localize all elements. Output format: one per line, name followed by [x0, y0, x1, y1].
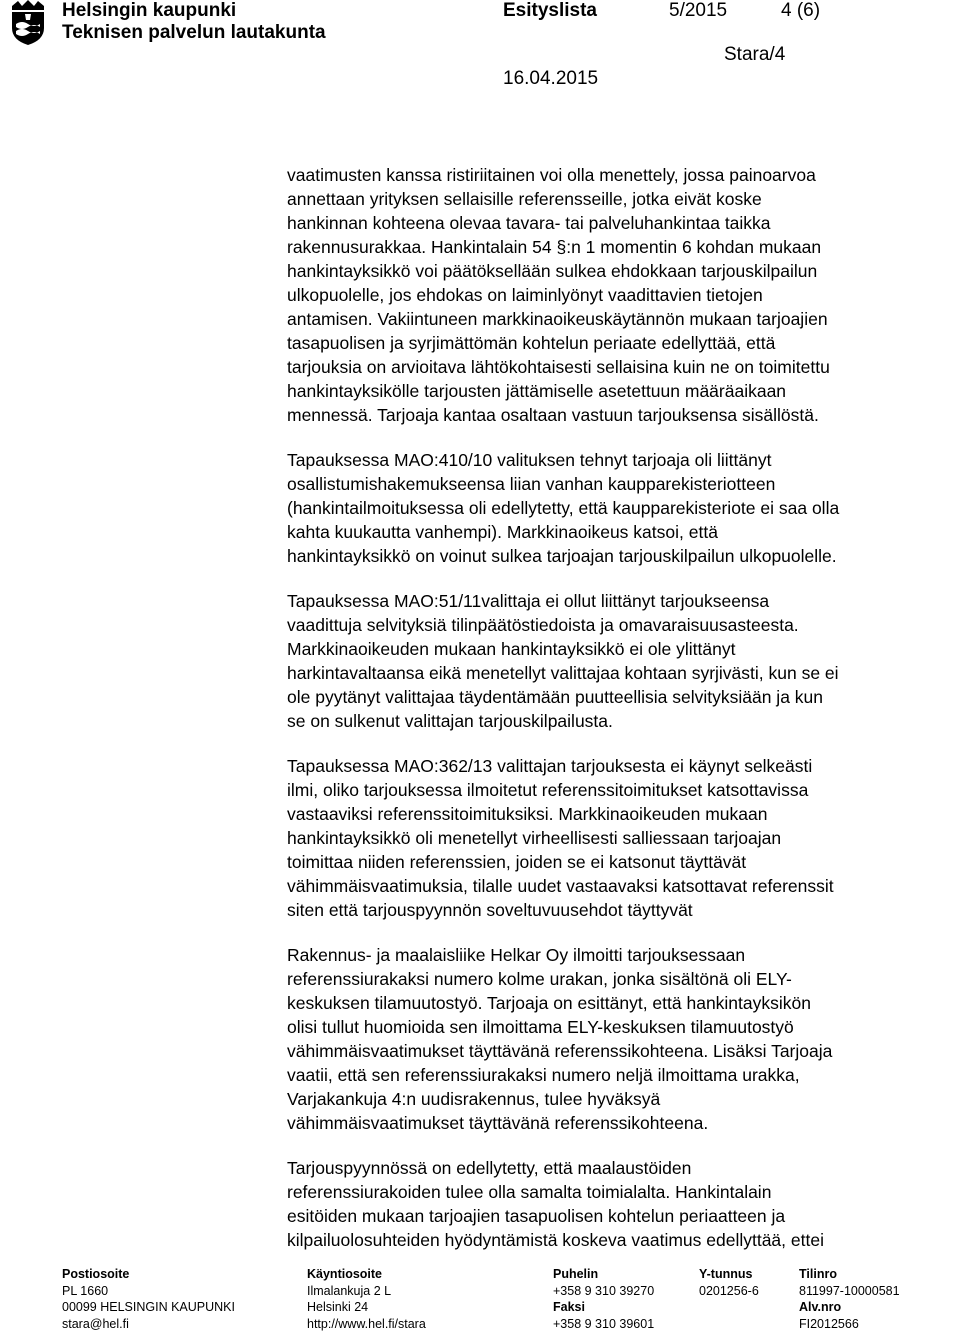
text-line: Tapauksessa MAO:362/13 valittajan tarjouksesta ei käynyt selkeästi: [287, 756, 813, 776]
footer-column-postal-address: [62, 1266, 235, 1332]
paragraph: [287, 1156, 947, 1252]
paragraph: [287, 163, 947, 427]
organization-name: Helsingin kaupunki: [62, 0, 237, 21]
text-line: Tapauksessa MAO:410/10 valituksen tehnyt tarjoaja oli liittänyt: [287, 450, 772, 470]
text-line: vaadittuja selvityksiä tilinpäätöstiedoista ja omavaraisuusasteesta.: [287, 615, 799, 635]
section-code: Stara/4: [724, 44, 786, 65]
text-line: annettaan yrityksen sellaisille referensseille, jotka eivät koske: [287, 189, 762, 209]
text-line: hankintayksikkö on voinut sulkea tarjoajan tarjouskilpailun ulkopuolelle.: [287, 546, 837, 566]
text-line: ulkopuolelle, jos ehdokas on laiminlyönyt vaadittavien tietojen: [287, 285, 763, 305]
text-line: keskuksen tilamuutostyö. Tarjoaja on esittänyt, että hankintayksikön: [287, 993, 811, 1013]
text-line: mennessä. Tarjoaja kantaa osaltaan vastuun tarjouksensa sisällöstä.: [287, 405, 819, 425]
helsinki-crest-icon: [8, 0, 48, 46]
footer: [0, 1266, 960, 1332]
text-line: se on sulkenut valittajan tarjouskilpailusta.: [287, 711, 613, 731]
text-line: kilpailuolosuhteiden hyödyntämistä koskeva vaatimus edellyttää, ettei: [287, 1230, 824, 1250]
footer-column-business-id: [699, 1266, 759, 1299]
text-line: vähimmäisvaatimuksia, tilalle uudet vastaavaksi katsottavat referenssit: [287, 876, 834, 896]
document-type: Esityslista: [503, 0, 597, 21]
text-line: referenssiurakaksi numero kolme urakan, jonka sisältönä oli ELY-: [287, 969, 792, 989]
body-text: [287, 163, 947, 1273]
text-line: Markkinaoikeuden mukaan hankintayksikkö ei ole ylittänyt: [287, 639, 736, 659]
footer-line: 00099 HELSINGIN KAUPUNKI: [62, 1300, 235, 1314]
document-number: 5/2015: [669, 0, 728, 21]
board-name: Teknisen palvelun lautakunta: [62, 22, 326, 43]
meeting-date: 16.04.2015: [503, 68, 599, 89]
text-line: referenssiurakoiden tulee olla samalta toimialalta. Hankintalain: [287, 1182, 772, 1202]
paragraph: [287, 448, 947, 568]
text-line: antamisen. Vakiintuneen markkinaoikeuskäytännön mukaan tarjoajien: [287, 309, 828, 329]
footer-line: Ilmalankuja 2 L: [307, 1283, 392, 1298]
text-line: hankintayksikkö oli menetellyt virheellisesti salliessaan tarjoajan: [287, 828, 782, 848]
footer-subheading: Faksi: [553, 1300, 585, 1314]
footer-line: +358 9 310 39601: [553, 1316, 655, 1331]
footer-heading: Y-tunnus: [699, 1267, 753, 1281]
text-line: Varjakankuja 4:n uudisrakennus, tulee hyväksyä: [287, 1089, 661, 1109]
text-line: vaatii, että sen referenssiurakaksi numero neljä ilmoittama urakka,: [287, 1065, 800, 1085]
text-line: siten että tarjouspyynnön soveltuvuusehdot täyttyvät: [287, 900, 693, 920]
paragraph: [287, 754, 947, 922]
footer-subheading: Alv.nro: [799, 1300, 842, 1314]
text-line: Tarjouspyynnössä on edellytetty, että maalaustöiden: [287, 1158, 692, 1178]
footer-column-phone-fax: [553, 1266, 654, 1332]
page-number: 4 (6): [781, 0, 821, 21]
footer-heading: Puhelin: [553, 1267, 599, 1281]
text-line: Tapauksessa MAO:51/11valittaja ei ollut liittänyt tarjoukseensa: [287, 591, 770, 611]
text-line: hankinnan kohteena olevaa tavara- tai palveluhankintaa taikka: [287, 213, 771, 233]
footer-line: 811997-10000581: [799, 1283, 900, 1298]
footer-line: FI2012566: [799, 1316, 859, 1331]
footer-line: http://www.hel.fi/stara: [307, 1316, 426, 1331]
footer-line: PL 1660: [62, 1283, 109, 1298]
text-line: tasapuolisen ja syrjimättömän kohtelun periaate edellyttää, että: [287, 333, 776, 353]
footer-heading: Tilinro: [799, 1267, 837, 1281]
text-line: vähimmäisvaatimukset täyttävänä referenssikohteena. Lisäksi Tarjoaja: [287, 1041, 833, 1061]
text-line: toimittaa niiden referenssien, joiden se ei katsonut täyttävät: [287, 852, 747, 872]
footer-column-account-vat: [799, 1266, 900, 1332]
text-line: ilmi, oliko tarjouksessa ilmoitetut referenssitoimitukset katsottavissa: [287, 780, 809, 800]
text-line: osallistumishakemukseensa liian vanhan kaupparekisteriotteen: [287, 474, 776, 494]
text-line: hankintayksikkö voi päätöksellään sulkea ehdokkaan tarjouskilpailun: [287, 261, 818, 281]
text-line: vaatimusten kanssa ristiriitainen voi olla menettely, jossa painoarvoa: [287, 165, 816, 185]
footer-line: Helsinki 24: [307, 1300, 369, 1314]
text-line: ole pyytänyt valittajaa täydentämään puutteellisia selvityksiään ja kun: [287, 687, 824, 707]
text-line: esitöiden mukaan tarjoajien tasapuolisen kohtelun periaatteen ja: [287, 1206, 786, 1226]
text-line: olisi tullut huomioida sen ilmoittama ELY-keskuksen tilamuutostyö: [287, 1017, 794, 1037]
text-line: vastaaviksi referenssitoimituksiksi. Markkinaoikeuden mukaan: [287, 804, 768, 824]
text-line: tarjouksia on arvioitava lähtökohtaisesti sellaisina kuin ne on toimitettu: [287, 357, 830, 377]
paragraph: [287, 589, 947, 733]
text-line: hankintayksikölle tarjousten jättämiselle asetettuun määräaikaan: [287, 381, 787, 401]
footer-heading: Käyntiosoite: [307, 1267, 383, 1281]
text-line: vähimmäisvaatimukset täyttävänä referenssikohteena.: [287, 1113, 709, 1133]
footer-line: +358 9 310 39270: [553, 1283, 655, 1298]
footer-line: stara@hel.fi: [62, 1316, 129, 1331]
text-line: harkintavaltaansa eikä menetellyt valittajaa kohtaan syrjivästi, kun se ei: [287, 663, 839, 683]
paragraph: [287, 943, 947, 1135]
text-line: Rakennus- ja maalaisliike Helkar Oy ilmoitti tarjouksessaan: [287, 945, 746, 965]
footer-column-visiting-address: [307, 1266, 426, 1332]
text-line: (hankintailmoituksessa oli edellytetty, että kaupparekisteriote ei saa olla: [287, 498, 840, 518]
text-line: kahta kuukautta vanhempi). Markkinaoikeus katsoi, että: [287, 522, 718, 542]
footer-heading: Postiosoite: [62, 1267, 130, 1281]
text-line: rakennusurakkaa. Hankintalain 54 §:n 1 momentin 6 kohdan mukaan: [287, 237, 822, 257]
footer-line: 0201256-6: [699, 1283, 759, 1298]
